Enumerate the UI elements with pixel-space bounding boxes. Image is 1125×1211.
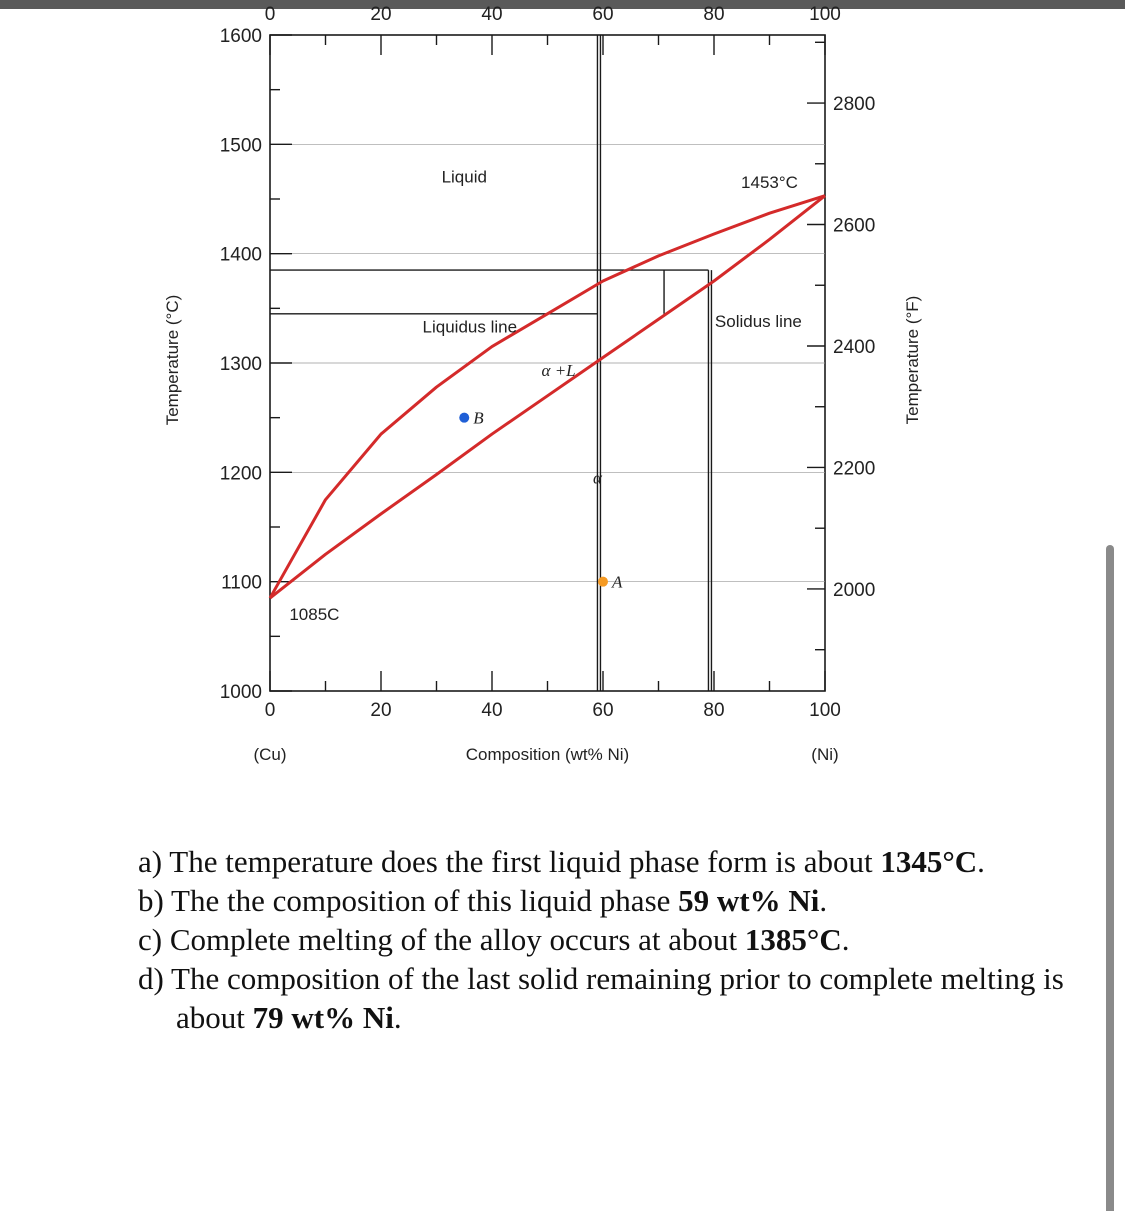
- y-tick-label: 1000: [219, 682, 262, 703]
- point-a-marker: [598, 577, 608, 587]
- x-top-tick-label: 40: [481, 4, 503, 25]
- y2-tick-label: 2200: [833, 458, 876, 480]
- point-a-label: A: [612, 572, 623, 592]
- solidus-curve: [270, 196, 825, 598]
- x-tick-label: 100: [809, 700, 841, 721]
- x-tick-label: 80: [703, 700, 725, 721]
- annotation-label: Liquidus line: [422, 317, 518, 337]
- y-tick-label: 1400: [219, 244, 262, 266]
- y-tick-label: 1100: [221, 572, 262, 594]
- answer-b: b) The the composition of this liquid phase 59 wt% Ni.: [138, 883, 828, 918]
- annotation-label: 1453°C: [741, 173, 798, 193]
- answer-a: a) The temperature does the first liquid phase form is about 1345°C.: [138, 844, 985, 879]
- x-top-tick-label: 0: [264, 4, 276, 25]
- y2-tick-label: 2000: [833, 579, 876, 601]
- x-axis-label: Composition (wt% Ni): [465, 745, 630, 764]
- y2-tick-label: 2600: [833, 215, 876, 237]
- scrollbar[interactable]: [1106, 545, 1114, 1211]
- y2-axis-label: Temperature (°F): [903, 295, 922, 425]
- annotation-label: 1085C: [289, 604, 340, 624]
- x-top-tick-label: 100: [809, 4, 841, 25]
- x-tick-label: 20: [370, 700, 392, 721]
- annotation-label: α: [592, 468, 602, 488]
- annotation-label: α +L: [541, 361, 576, 381]
- answers-block: [138, 842, 1098, 1037]
- y-axis-label: Temperature (°C): [163, 294, 182, 426]
- point-b-label: B: [473, 408, 484, 428]
- annotation-label: Liquid: [441, 167, 487, 187]
- x-end-label-ni: (Ni): [811, 745, 839, 764]
- x-top-tick-label: 20: [370, 4, 392, 25]
- y-tick-label: 1500: [219, 135, 262, 157]
- answer-c: c) Complete melting of the alloy occurs at about 1385°C.: [138, 922, 850, 957]
- x-end-label-cu: (Cu): [253, 745, 287, 764]
- point-b-marker: [459, 413, 469, 423]
- answer-d: d) The composition of the last solid remaining prior to complete melting is about 79 wt% Ni.: [138, 961, 1064, 1035]
- x-top-tick-label: 80: [703, 4, 725, 25]
- y-tick-label: 1600: [219, 26, 262, 47]
- x-tick-label: 0: [264, 700, 276, 721]
- y-tick-label: 1300: [219, 354, 262, 375]
- x-top-tick-label: 60: [592, 4, 614, 25]
- y-tick-label: 1200: [219, 463, 262, 485]
- y2-tick-label: 2400: [833, 336, 876, 358]
- y2-tick-label: 2800: [833, 94, 876, 116]
- x-tick-label: 40: [481, 700, 503, 721]
- annotation-label: Solidus line: [714, 311, 802, 331]
- x-tick-label: 60: [592, 700, 614, 721]
